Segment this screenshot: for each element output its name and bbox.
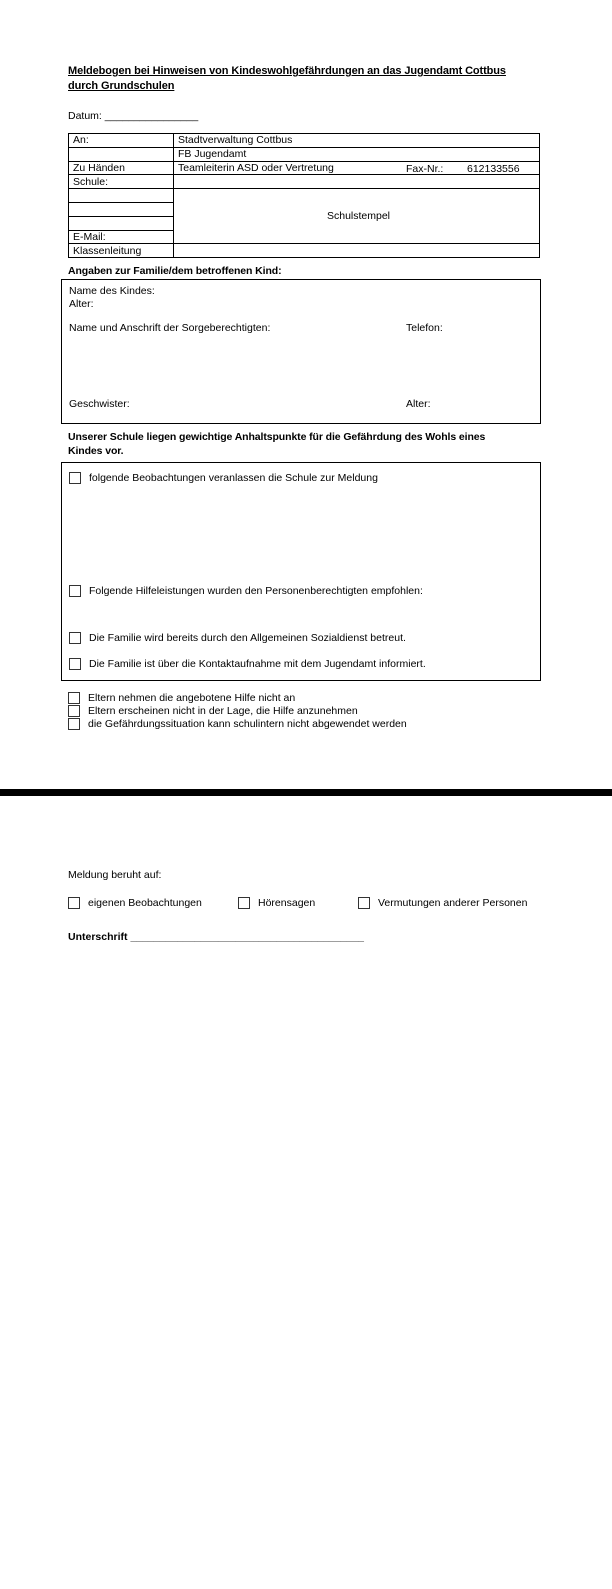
checkbox-label: folgende Beobachtungen veranlassen die Schule zur Meldung (89, 472, 378, 484)
fax-label: Fax-Nr.: (406, 162, 444, 175)
escalation-item-row (68, 692, 295, 704)
zu-haenden-value: Teamleiterin ASD oder Vertretung (178, 161, 334, 174)
empty-cell (69, 216, 174, 230)
empty-cell (69, 147, 174, 161)
schulstempel-label: Schulstempel (326, 210, 391, 223)
guardians-label: Name und Anschrift der Sorgeberechtigten: (69, 322, 271, 334)
checkbox-label: Die Familie ist über die Kontaktaufnahme mit dem Jugendamt informiert. (89, 658, 426, 670)
empty-cell (69, 189, 174, 203)
zu-haenden-label: Zu Händen (69, 161, 174, 175)
checkbox-help-not-accepted[interactable] (68, 692, 80, 704)
fax-value: 612133556 (467, 162, 520, 175)
klassenleitung-label: Klassenleitung (69, 244, 174, 258)
report-basis-label: Meldung beruht auf: (68, 869, 162, 881)
checkbox-label: Eltern nehmen die angebotene Hilfe nicht an (88, 692, 296, 704)
fb-value: FB Jugendamt (174, 147, 540, 161)
checkbox-label: die Gefährdungssituation kann schulintern nicht abgewendet werden (88, 718, 407, 730)
zu-haenden-value-cell (174, 161, 540, 175)
basis-option-row (358, 897, 527, 909)
checkbox-label: Die Familie wird bereits durch den Allgemeinen Sozialdienst betreut. (89, 632, 406, 644)
table-row (69, 161, 540, 175)
checkbox-label: Vermutungen anderer Personen (378, 897, 528, 909)
table-row (69, 147, 540, 161)
checkbox-observations[interactable] (69, 472, 81, 484)
signature-label: Unterschrift (68, 931, 128, 943)
signature-line: ________________________________________ (130, 931, 365, 943)
checkbox-hearsay[interactable] (238, 897, 250, 909)
risk-item-row (69, 658, 426, 670)
checkbox-asd-support[interactable] (69, 632, 81, 644)
escalation-item-row (68, 705, 358, 717)
checkbox-assumptions-others[interactable] (358, 897, 370, 909)
empty-cell (174, 244, 540, 258)
address-table (68, 133, 540, 258)
siblings-age-label: Alter: (406, 398, 431, 410)
checkbox-label: eigenen Beobachtungen (88, 897, 202, 909)
checkbox-parents-unable[interactable] (68, 705, 80, 717)
form-title-line-2: durch Grundschulen (68, 79, 175, 92)
checkbox-label: Hörensagen (258, 897, 316, 909)
risk-section-heading (68, 431, 573, 458)
checkbox-label: Folgende Hilfeleistungen wurden den Personenberechtigten empfohlen: (89, 585, 423, 597)
table-row (69, 175, 540, 189)
checkbox-not-avertable-internally[interactable] (68, 718, 80, 730)
siblings-label: Geschwister: (69, 398, 130, 410)
checkbox-own-observations[interactable] (68, 897, 80, 909)
date-row (68, 110, 198, 122)
form-title-line-1: Meldebogen bei Hinweisen von Kindeswohlgefährdungen an das Jugendamt Cottbus (68, 65, 506, 77)
table-row (69, 134, 540, 148)
risk-checklist-box (61, 462, 541, 681)
child-age-label: Alter: (69, 298, 94, 310)
risk-heading-line-2: Kindes vor. (68, 444, 124, 457)
phone-label: Telefon: (406, 322, 443, 334)
schulstempel-cell (174, 189, 540, 244)
family-section-heading: Angaben zur Familie/dem betroffenen Kind: (68, 265, 282, 277)
an-value: Stadtverwaltung Cottbus (174, 134, 540, 148)
date-blank-line: ________________ (104, 110, 199, 122)
checkbox-family-informed[interactable] (69, 658, 81, 670)
empty-cell (69, 202, 174, 216)
table-row (69, 244, 540, 258)
basis-option-row (68, 897, 202, 909)
risk-item-row (69, 632, 406, 644)
email-label: E-Mail: (69, 230, 174, 244)
form-title (68, 64, 573, 93)
family-info-box (61, 279, 541, 424)
escalation-item-row (68, 718, 407, 730)
schule-value-cell (174, 175, 540, 189)
child-name-label: Name des Kindes: (69, 285, 155, 297)
date-label: Datum: (68, 110, 102, 122)
basis-option-row (238, 897, 315, 909)
page-separator-bar (0, 789, 612, 796)
risk-item-row (69, 585, 423, 597)
checkbox-help-recommended[interactable] (69, 585, 81, 597)
schule-label: Schule: (69, 175, 174, 189)
table-row (69, 189, 540, 203)
risk-heading-line-1: Unserer Schule liegen gewichtige Anhaltspunkte für die Gefährdung des Wohls eines (68, 431, 486, 443)
signature-row (68, 931, 364, 943)
an-label: An: (69, 134, 174, 148)
risk-item-row (69, 472, 378, 484)
checkbox-label: Eltern erscheinen nicht in der Lage, die Hilfe anzunehmen (88, 705, 358, 717)
